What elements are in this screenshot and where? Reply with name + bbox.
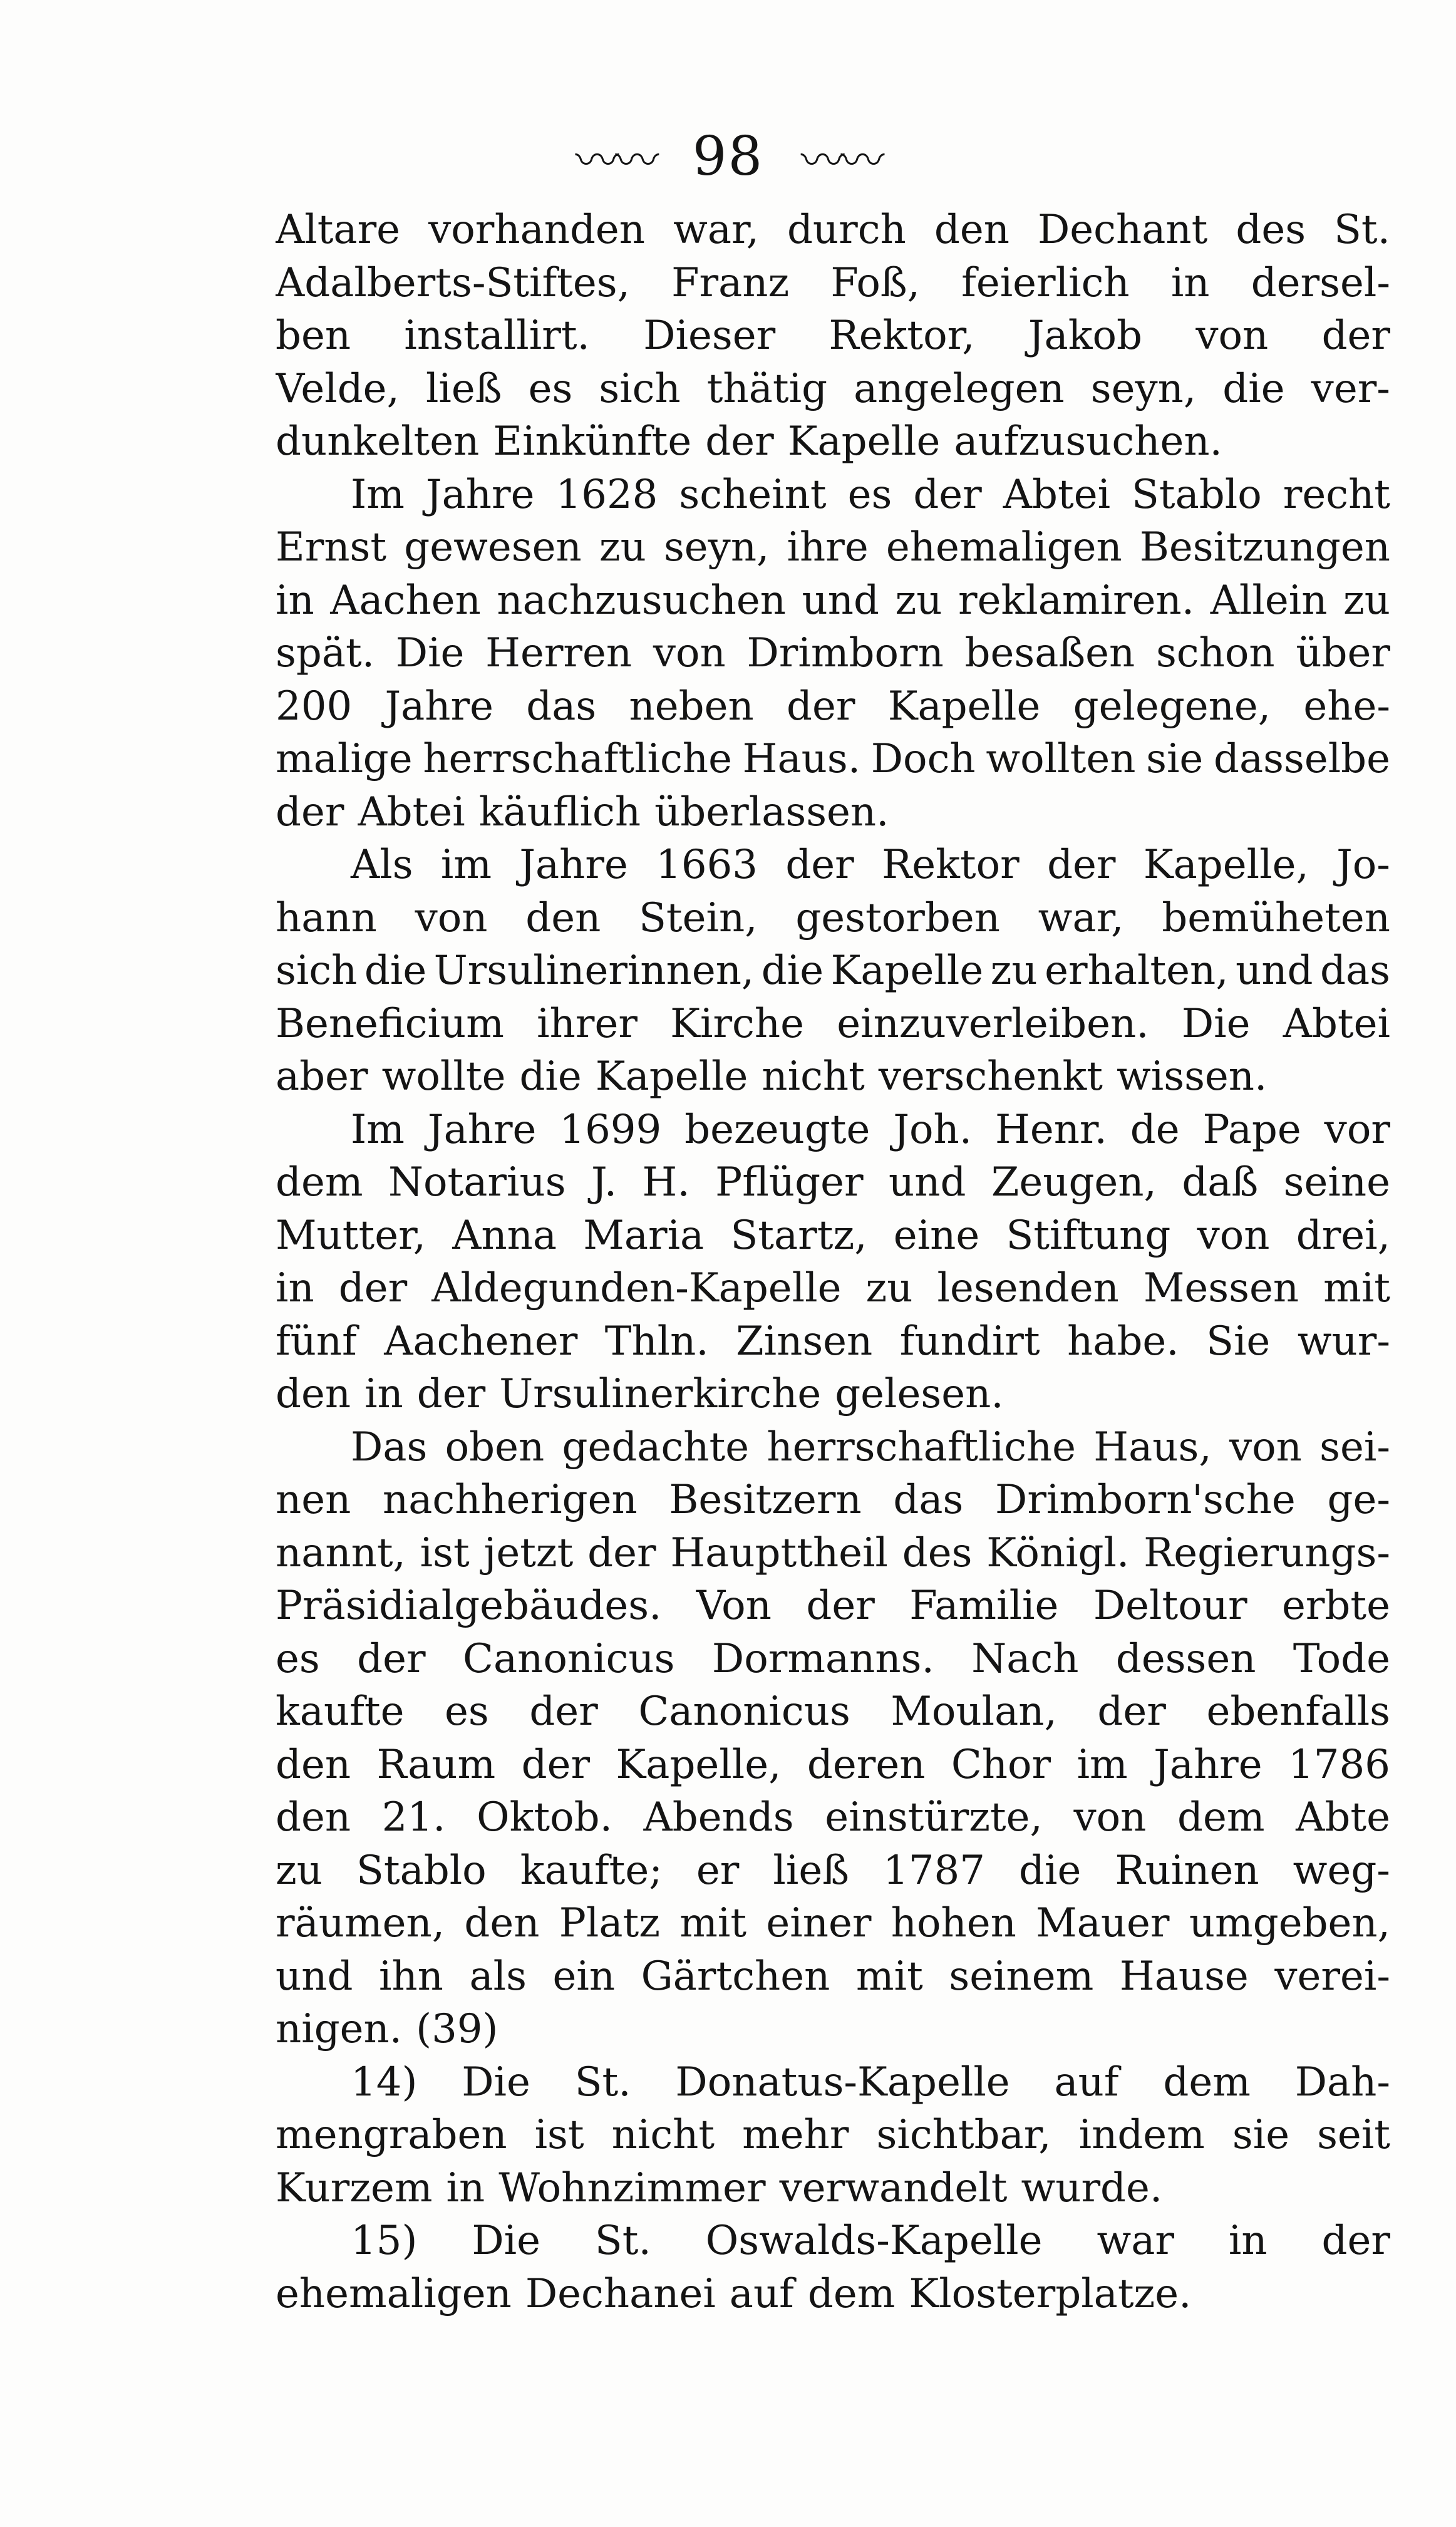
text-line: nigen. (39)	[276, 2006, 498, 2052]
text-line: der Abtei käuflich überlassen.	[276, 788, 889, 835]
text-line: Velde, ließ es sich thätig angelegen seyn, die ver-	[276, 365, 1390, 412]
text-line: in Aachen nachzusuchen und zu reklamiren. Allein zu	[276, 577, 1390, 624]
text-line: Mutter, Anna Maria Startz, eine Stiftung von drei,	[276, 1212, 1390, 1259]
text-line: spät. Die Herren von Drimborn besaßen schon über	[276, 630, 1390, 676]
text-line: Präsidialgebäudes. Von der Familie Deltour erbte	[276, 1583, 1390, 1629]
page-header	[0, 125, 1456, 192]
text-line: Ernst gewesen zu seyn, ihre ehemaligen Besitzungen	[276, 524, 1390, 571]
text-line: Als im Jahre 1663 der Rektor der Kapelle, Jo-	[351, 842, 1390, 888]
text-line: aber wollte die Kapelle nicht verschenkt wissen.	[276, 1053, 1268, 1100]
text-line: mengraben ist nicht mehr sichtbar, indem sie seit	[276, 2112, 1390, 2158]
text-line: ben installirt. Dieser Rektor, Jakob von der	[276, 313, 1390, 359]
text-line: Im Jahre 1699 bezeugte Joh. Henr. de Pape vor	[351, 1106, 1390, 1153]
text-line: in der Aldegunden-Kapelle zu lesenden Messen mit	[276, 1265, 1390, 1311]
text-line: den in der Ursulinerkirche gelesen.	[276, 1371, 1004, 1417]
text-line: den 21. Oktob. Abends einstürzte, von dem Abte	[276, 1794, 1390, 1841]
text-line: Im Jahre 1628 scheint es der Abtei Stablo recht	[351, 471, 1390, 518]
text-line: 14) Die St. Donatus-Kapelle auf dem Dah-	[351, 2059, 1390, 2106]
text-line: es der Canonicus Dormanns. Nach dessen Tode	[276, 1635, 1390, 1682]
text-line: fünf Aachener Thln. Zinsen fundirt habe. Sie wur-	[276, 1318, 1390, 1365]
text-line: 200 Jahre das neben der Kapelle gelegene, ehe-	[276, 683, 1390, 730]
ornament-right: 〰〰	[800, 135, 881, 187]
text-line: kaufte es der Canonicus Moulan, der ebenfalls	[276, 1688, 1390, 1735]
page-number: 98	[692, 125, 764, 188]
text-line: dem Notarius J. H. Pflüger und Zeugen, daß seine	[276, 1159, 1390, 1206]
text-line: nen nachherigen Besitzern das Drimborn'sche ge-	[276, 1477, 1390, 1523]
text-line: Beneficium ihrer Kirche einzuverleiben. Die Abtei	[276, 1000, 1390, 1047]
text-line: Das oben gedachte herrschaftliche Haus, von sei-	[351, 1424, 1390, 1470]
body-text	[276, 204, 1390, 2320]
text-line: ehemaligen Dechanei auf dem Klosterplatze.	[276, 2270, 1192, 2317]
text-line: nannt, ist jetzt der Haupttheil des Königl. Regierungs-	[276, 1529, 1390, 1576]
ornament-left: 〰〰	[575, 135, 656, 187]
text-line: Kurzem in Wohnzimmer verwandelt wurde.	[276, 2164, 1163, 2211]
text-line: Altare vorhanden war, durch den Dechant des St.	[276, 207, 1390, 253]
text-line: sich die Ursulinerinnen, die Kapelle zu erhalten, und das	[276, 948, 1390, 994]
text-line: den Raum der Kapelle, deren Chor im Jahre 1786	[276, 1741, 1390, 1788]
text-line: Adalberts-Stiftes, Franz Foß, feierlich in dersel-	[276, 259, 1390, 306]
text-line: räumen, den Platz mit einer hohen Mauer umgeben,	[276, 1900, 1390, 1946]
text-line: und ihn als ein Gärtchen mit seinem Hause verei-	[276, 1953, 1390, 2000]
text-line: dunkelten Einkünfte der Kapelle aufzusuchen.	[276, 418, 1222, 465]
text-line: zu Stablo kaufte; er ließ 1787 die Ruinen weg-	[276, 1847, 1390, 1894]
text-line: hann von den Stein, gestorben war, bemüheten	[276, 894, 1390, 941]
text-line: 15) Die St. Oswalds-Kapelle war in der	[351, 2218, 1390, 2264]
text-line: malige herrschaftliche Haus. Doch wollten sie dasselbe	[276, 736, 1390, 782]
